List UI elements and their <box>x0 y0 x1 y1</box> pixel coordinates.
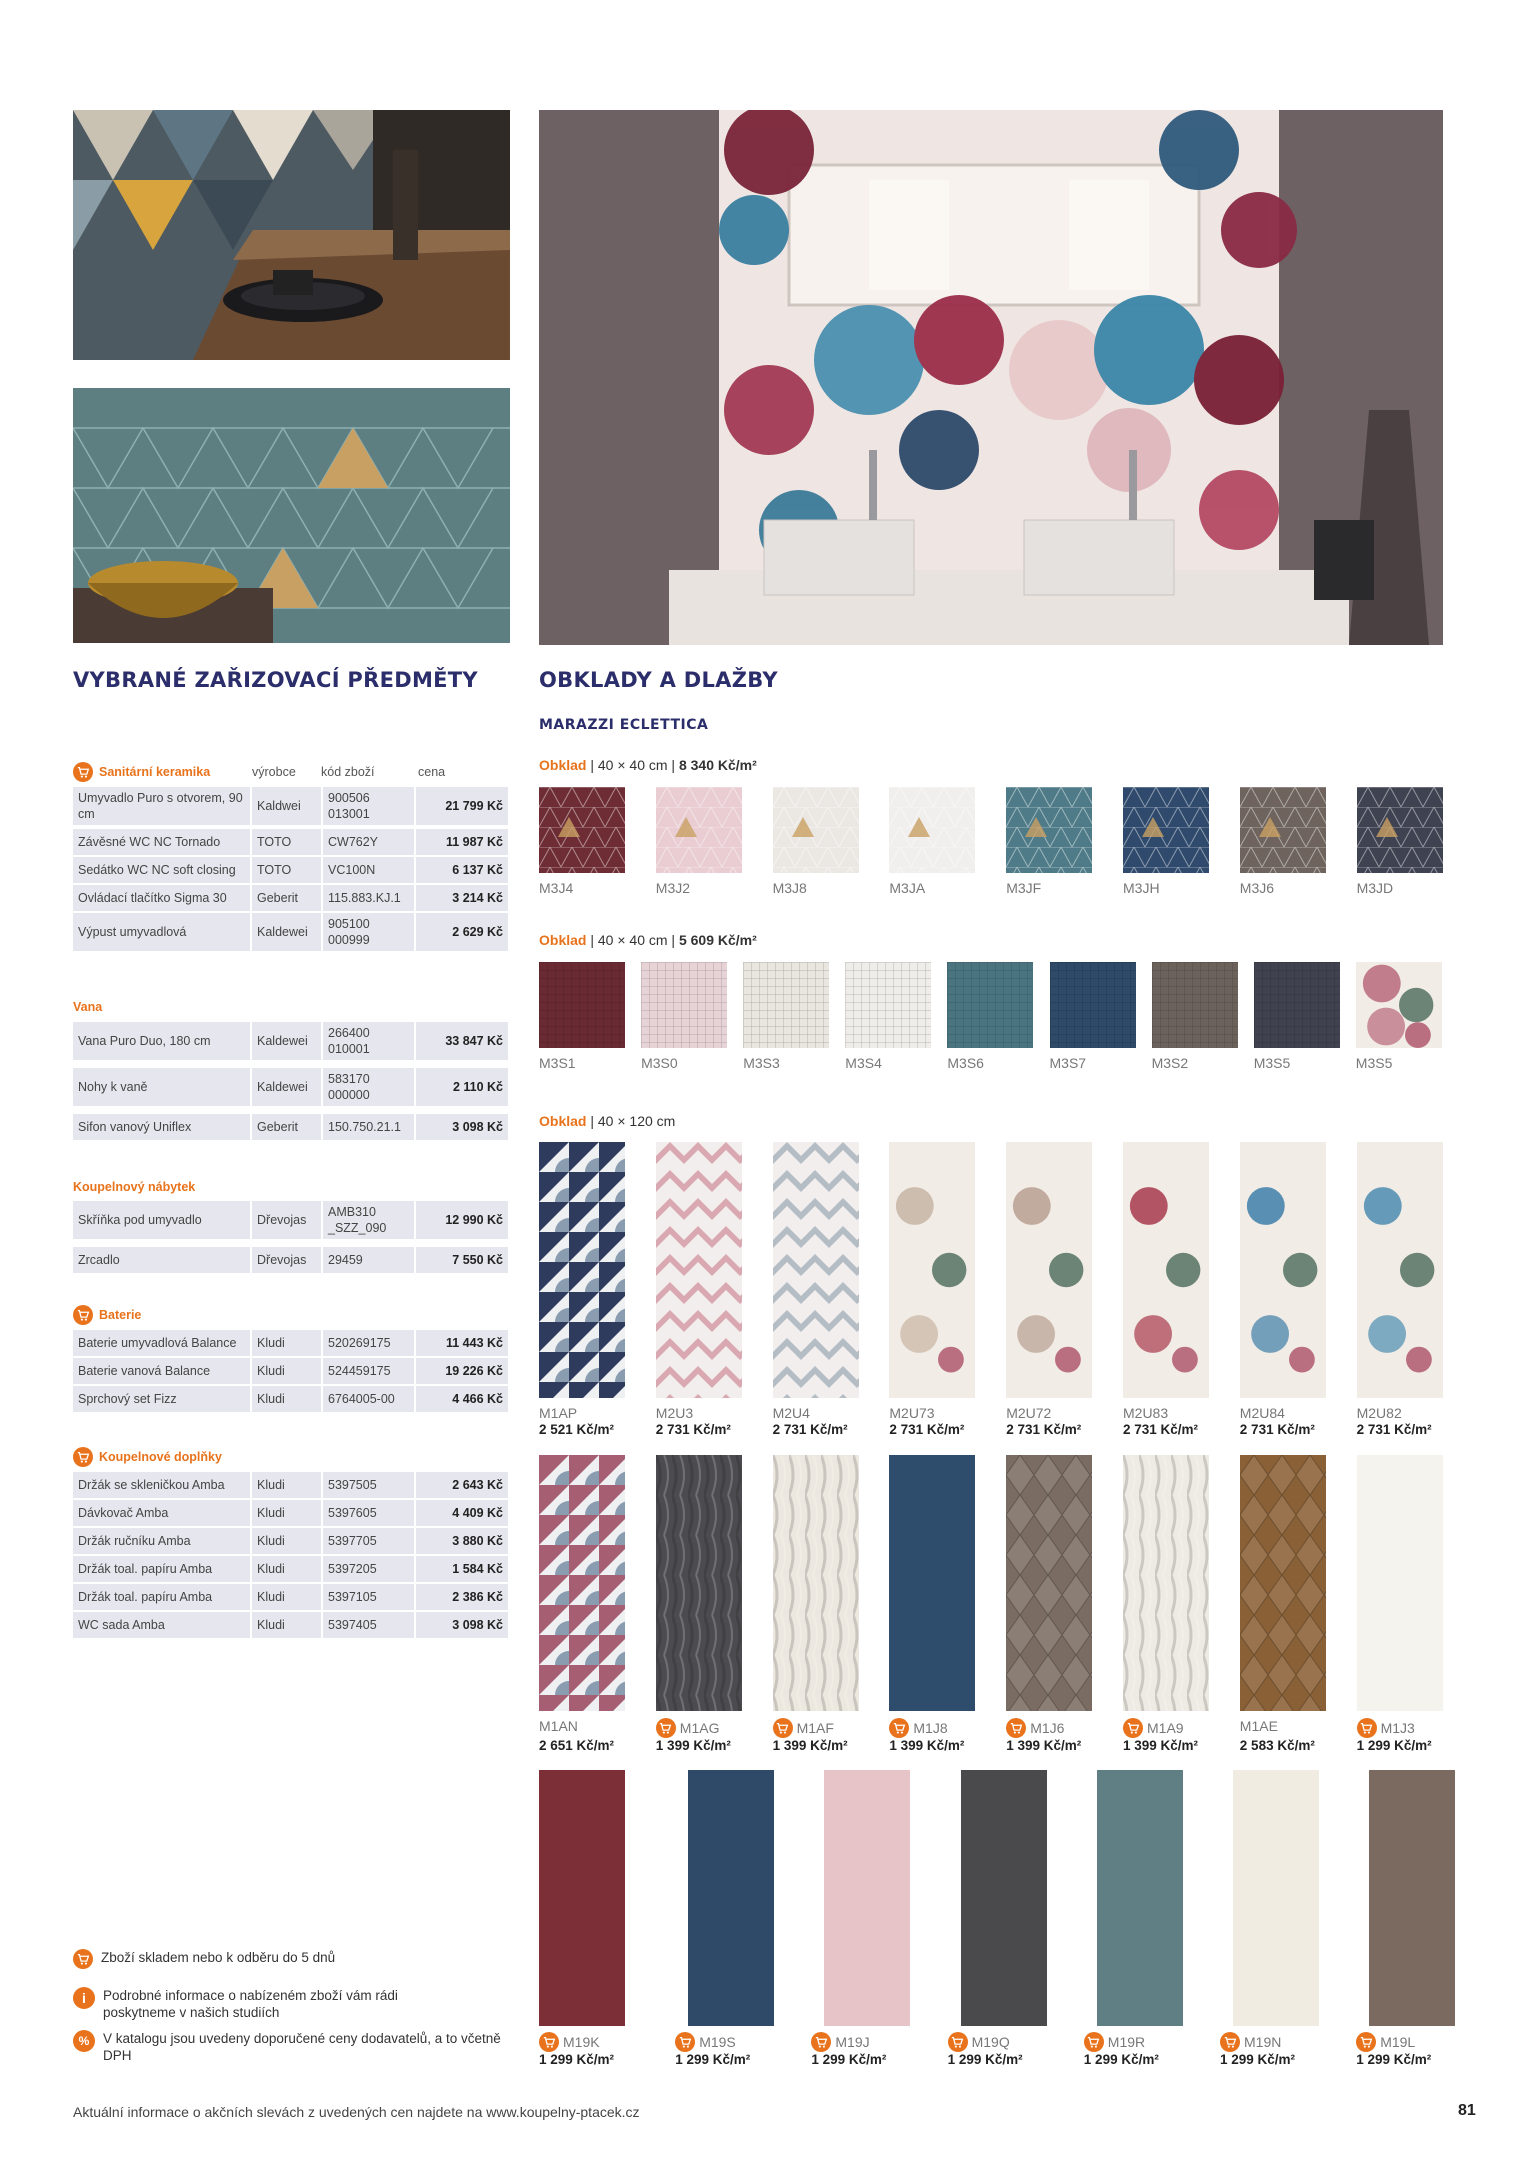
product-maker: Kaldewei <box>252 1022 321 1060</box>
tile-swatch[interactable] <box>1254 962 1340 1048</box>
product-price: 3 880 Kč <box>416 1528 508 1554</box>
product-price: 2 629 Kč <box>416 913 508 951</box>
section-title-fixtures: VYBRANÉ ZAŘIZOVACÍ PŘEDMĚTY <box>73 668 478 692</box>
table-row <box>73 1247 510 1273</box>
cart-icon <box>73 1949 93 1969</box>
tile-code: M2U4 <box>772 1405 810 1421</box>
product-price: 19 226 Kč <box>416 1358 508 1384</box>
product-maker: TOTO <box>252 857 321 883</box>
tile-swatch[interactable] <box>1369 1770 1455 2026</box>
tile-price: 2 731 Kč/m² <box>1123 1422 1199 1437</box>
table-row <box>73 1022 510 1060</box>
product-name: Dávkovač Amba <box>73 1500 250 1526</box>
tile-swatch[interactable] <box>539 787 625 873</box>
tile-swatch[interactable] <box>1357 1455 1443 1711</box>
tile-code: M2U82 <box>1356 1405 1402 1421</box>
tile-swatch[interactable] <box>947 962 1033 1048</box>
product-price: 21 799 Kč <box>416 787 508 825</box>
product-code: 524459175 <box>323 1358 414 1384</box>
product-code: 5397105 <box>323 1584 414 1610</box>
product-name: Držák toal. papíru Amba <box>73 1556 250 1582</box>
tile-code: M2U72 <box>1006 1405 1052 1421</box>
tile-swatch[interactable] <box>641 962 727 1048</box>
tile-swatch[interactable] <box>1357 1142 1443 1398</box>
tile-swatch[interactable] <box>656 787 742 873</box>
product-price: 12 990 Kč <box>416 1201 508 1239</box>
tile-swatch[interactable] <box>539 1455 625 1711</box>
photo-triangle-tiles-bowl <box>73 388 510 643</box>
tile-code: M2U83 <box>1123 1405 1169 1421</box>
tile-price: 2 731 Kč/m² <box>1239 1422 1315 1437</box>
tile-code: M3J2 <box>655 880 691 896</box>
tile-swatch[interactable] <box>889 1455 975 1711</box>
tile-code: M1J8 <box>889 1718 947 1738</box>
cart-icon <box>539 2032 559 2052</box>
product-code: CW762Y <box>323 829 414 855</box>
tile-code: M1J6 <box>1006 1718 1064 1738</box>
product-name: WC sada Amba <box>73 1612 250 1638</box>
cart-icon <box>1356 2032 1376 2052</box>
table-row <box>73 1584 510 1610</box>
table-row <box>73 1358 510 1384</box>
tile-code: M3JH <box>1123 880 1160 896</box>
product-maker: Geberit <box>252 885 321 911</box>
tile-swatch[interactable] <box>1356 962 1442 1048</box>
tile-price: 2 651 Kč/m² <box>539 1738 615 1753</box>
photo-floral-bathroom <box>539 110 1443 645</box>
tile-swatch[interactable] <box>656 1142 742 1398</box>
tile-swatch[interactable] <box>1123 787 1209 873</box>
tile-swatch[interactable] <box>1240 1455 1326 1711</box>
tile-code: M19N <box>1220 2032 1281 2052</box>
page-number: 81 <box>1458 2102 1476 2119</box>
tile-swatch[interactable] <box>539 1770 625 2026</box>
tile-price: 1 299 Kč/m² <box>675 2052 751 2067</box>
tile-code: M2U3 <box>655 1405 694 1421</box>
product-price: 2 110 Kč <box>416 1068 508 1106</box>
tile-swatch[interactable] <box>1240 787 1326 873</box>
tile-price: 1 299 Kč/m² <box>1220 2052 1296 2067</box>
product-code: 150.750.21.1 <box>323 1114 414 1140</box>
photo-geometric-tiles-shelf <box>73 110 510 360</box>
tile-group-label: Obklad | 40 × 40 cm | 8 340 Kč/m² <box>539 757 757 773</box>
product-code: 583170 000000 <box>323 1068 414 1106</box>
tile-code: M2U84 <box>1239 1405 1285 1421</box>
tile-price: 1 299 Kč/m² <box>1356 2052 1432 2067</box>
product-code: 905100 000999 <box>323 913 414 951</box>
product-code: 520269175 <box>323 1330 414 1356</box>
tile-price: 1 299 Kč/m² <box>539 2052 615 2067</box>
product-maker: Dřevojas <box>252 1247 321 1273</box>
tile-price: 1 399 Kč/m² <box>1006 1738 1082 1753</box>
product-name: Baterie vanová Balance <box>73 1358 250 1384</box>
tile-code: M3S6 <box>947 1055 984 1071</box>
tile-swatch[interactable] <box>656 1455 742 1711</box>
tile-price: 1 299 Kč/m² <box>947 2052 1023 2067</box>
product-price: 4 409 Kč <box>416 1500 508 1526</box>
table-row <box>73 1201 510 1239</box>
product-code: 5397705 <box>323 1528 414 1554</box>
product-maker: Geberit <box>252 1114 321 1140</box>
product-maker: Kludi <box>252 1556 321 1582</box>
tile-swatch[interactable] <box>889 1142 975 1398</box>
tile-code: M19S <box>675 2032 736 2052</box>
cart-icon <box>1084 2032 1104 2052</box>
tile-code: M3J8 <box>772 880 807 896</box>
product-code: 6764005-00 <box>323 1386 414 1412</box>
product-name: Držák ručníku Amba <box>73 1528 250 1554</box>
tile-code: M1AP <box>539 1405 578 1421</box>
category-name: Koupelnový nábytek <box>73 1180 196 1194</box>
product-code: 5397505 <box>323 1472 414 1498</box>
product-maker: Kludi <box>252 1330 321 1356</box>
tile-price: 1 299 Kč/m² <box>1083 2052 1159 2067</box>
product-maker: Kludi <box>252 1584 321 1610</box>
product-name: Baterie umyvadlová Balance <box>73 1330 250 1356</box>
tile-swatch[interactable] <box>961 1770 1047 2026</box>
tile-price: 1 399 Kč/m² <box>772 1738 848 1753</box>
col-header-price: cena <box>418 765 446 779</box>
cart-icon <box>889 1718 909 1738</box>
tile-swatch[interactable] <box>845 962 931 1048</box>
cart-icon <box>73 762 93 782</box>
table-row <box>73 829 510 855</box>
product-code: 5397605 <box>323 1500 414 1526</box>
table-row <box>73 1472 510 1498</box>
tile-swatch[interactable] <box>539 962 625 1048</box>
tile-price: 2 731 Kč/m² <box>1006 1422 1082 1437</box>
tile-price: 2 583 Kč/m² <box>1239 1738 1315 1753</box>
tile-code: M1AG <box>656 1718 720 1738</box>
tile-swatch[interactable] <box>773 1455 859 1711</box>
product-maker: Kaldewei <box>252 913 321 951</box>
product-price: 3 098 Kč <box>416 1612 508 1638</box>
table-row <box>73 1500 510 1526</box>
tile-code: M3S1 <box>539 1055 576 1071</box>
legend-price <box>73 2030 503 2064</box>
cart-icon <box>1357 1718 1377 1738</box>
tile-swatch[interactable] <box>1050 962 1136 1048</box>
tile-code: M3JA <box>889 880 926 896</box>
category-header <box>73 1303 510 1327</box>
tile-swatch[interactable] <box>1006 1455 1092 1711</box>
product-price: 2 386 Kč <box>416 1584 508 1610</box>
col-header-maker: výrobce <box>252 765 296 779</box>
tile-swatch[interactable] <box>688 1770 774 2026</box>
product-maker: Kludi <box>252 1528 321 1554</box>
product-price: 7 550 Kč <box>416 1247 508 1273</box>
tile-code: M3S7 <box>1049 1055 1087 1071</box>
tile-code: M3S3 <box>743 1055 780 1071</box>
tile-code: M19J <box>811 2032 869 2052</box>
info-icon: i <box>73 1987 95 2009</box>
tile-price: 1 299 Kč/m² <box>811 2052 887 2067</box>
tile-price: 2 731 Kč/m² <box>655 1422 731 1437</box>
tile-swatch[interactable] <box>1233 1770 1319 2026</box>
product-name: Sprchový set Fizz <box>73 1386 250 1412</box>
table-row <box>73 1114 510 1140</box>
table-row <box>73 857 510 883</box>
tile-price: 2 521 Kč/m² <box>539 1422 615 1437</box>
table-row <box>73 1386 510 1412</box>
tile-code: M3J6 <box>1239 880 1275 896</box>
product-price: 1 584 Kč <box>416 1556 508 1582</box>
tile-swatch[interactable] <box>1357 787 1443 873</box>
cart-icon <box>1220 2032 1240 2052</box>
product-name: Sifon vanový Uniflex <box>73 1114 250 1140</box>
tile-swatch[interactable] <box>1006 1142 1092 1398</box>
tile-swatch[interactable] <box>743 962 829 1048</box>
product-maker: Kaldewei <box>252 1068 321 1106</box>
tile-price: 1 399 Kč/m² <box>1123 1738 1199 1753</box>
category-name: Vana <box>73 1000 103 1014</box>
cart-icon <box>1123 1718 1143 1738</box>
tile-code: M3JD <box>1356 880 1394 896</box>
tile-swatch[interactable] <box>1123 1455 1209 1711</box>
product-price: 2 643 Kč <box>416 1472 508 1498</box>
tile-price: 1 299 Kč/m² <box>1356 1738 1432 1753</box>
col-header-code: kód zboží <box>321 765 375 779</box>
product-name: Výpust umyvadlová <box>73 913 250 951</box>
legend-info <box>73 1987 503 2021</box>
legend-info-text: Podrobné informace o nabízeném zboží vám rádi poskytneme v našich studiích <box>103 1988 398 2020</box>
tile-code: M2U73 <box>889 1405 935 1421</box>
product-name: Nohy k vaně <box>73 1068 250 1106</box>
cart-icon <box>73 1447 93 1467</box>
section-title-tiles: OBKLADY A DLAŽBY <box>539 668 778 692</box>
category-name: Baterie <box>73 1305 252 1325</box>
cart-icon <box>811 2032 831 2052</box>
tile-code: M1A9 <box>1123 1718 1184 1738</box>
tile-swatch[interactable] <box>824 1770 910 2026</box>
table-row <box>73 1330 510 1356</box>
tile-code: M19K <box>539 2032 600 2052</box>
category-header <box>73 995 510 1019</box>
tile-code: M3J4 <box>539 880 574 896</box>
tile-code: M3S2 <box>1151 1055 1189 1071</box>
product-name: Vana Puro Duo, 180 cm <box>73 1022 250 1060</box>
collection-name: MARAZZI ECLETTICA <box>539 717 709 733</box>
table-row <box>73 787 510 825</box>
product-code: 900506 013001 <box>323 787 414 825</box>
table-row <box>73 1068 510 1106</box>
footer-text: Aktuální informace o akčních slevách z uvedených cen najdete na www.koupelny-ptacek.cz <box>73 2104 640 2120</box>
tile-swatch[interactable] <box>539 1142 625 1398</box>
tile-group-label: Obklad | 40 × 40 cm | 5 609 Kč/m² <box>539 932 757 948</box>
tile-code: M1AN <box>539 1718 578 1734</box>
tile-code: M3S5 <box>1355 1055 1393 1071</box>
tile-code: M3S0 <box>641 1055 678 1071</box>
tile-code: M3JF <box>1006 880 1042 896</box>
product-maker: Kludi <box>252 1386 321 1412</box>
tile-price: 1 399 Kč/m² <box>889 1738 965 1753</box>
tile-swatch[interactable] <box>773 787 859 873</box>
cart-icon <box>1006 1718 1026 1738</box>
product-name: Držák se skleničkou Amba <box>73 1472 250 1498</box>
table-row <box>73 885 510 911</box>
product-price: 11 987 Kč <box>416 829 508 855</box>
product-price: 4 466 Kč <box>416 1386 508 1412</box>
table-row <box>73 1612 510 1638</box>
cart-icon <box>73 1305 93 1325</box>
table-row <box>73 1556 510 1582</box>
tile-code: M1AE <box>1239 1718 1278 1734</box>
tile-swatch[interactable] <box>1240 1142 1326 1398</box>
cart-icon <box>948 2032 968 2052</box>
category-header <box>73 1445 510 1469</box>
product-name: Sedátko WC NC soft closing <box>73 857 250 883</box>
product-code: AMB310 _SZZ_090 <box>323 1201 414 1239</box>
tile-swatch[interactable] <box>1152 962 1238 1048</box>
product-price: 3 098 Kč <box>416 1114 508 1140</box>
product-maker: Kludi <box>252 1612 321 1638</box>
product-maker: Kludi <box>252 1358 321 1384</box>
tile-swatch[interactable] <box>889 787 975 873</box>
product-code: 5397405 <box>323 1612 414 1638</box>
cart-icon <box>675 2032 695 2052</box>
tile-swatch[interactable] <box>773 1142 859 1398</box>
tile-code: M19L <box>1356 2032 1415 2052</box>
tile-group-label: Obklad | 40 × 120 cm <box>539 1113 676 1129</box>
product-maker: TOTO <box>252 829 321 855</box>
tile-code: M19Q <box>948 2032 1010 2052</box>
product-name: Umyvadlo Puro s otvorem, 90 cm <box>73 787 250 825</box>
product-code: 115.883.KJ.1 <box>323 885 414 911</box>
tile-swatch[interactable] <box>1097 1770 1183 2026</box>
tile-price: 1 399 Kč/m² <box>655 1738 731 1753</box>
percent-icon: % <box>73 2030 95 2052</box>
cart-icon <box>773 1718 793 1738</box>
product-code: 29459 <box>323 1247 414 1273</box>
product-price: 33 847 Kč <box>416 1022 508 1060</box>
tile-code: M3S4 <box>845 1055 882 1071</box>
product-price: 6 137 Kč <box>416 857 508 883</box>
product-name: Držák toal. papíru Amba <box>73 1584 250 1610</box>
legend-price-text: V katalogu jsou uvedeny doporučené ceny dodavatelů, a to včetně DPH <box>103 2031 501 2063</box>
product-name: Závěsné WC NC Tornado <box>73 829 250 855</box>
product-name: Ovládací tlačítko Sigma 30 <box>73 885 250 911</box>
product-maker: Kaldwei <box>252 787 321 825</box>
category-header <box>73 760 510 784</box>
category-name: Koupelnové doplňky <box>73 1447 252 1467</box>
product-maker: Dřevojas <box>252 1201 321 1239</box>
product-maker: Kludi <box>252 1500 321 1526</box>
table-row <box>73 913 510 951</box>
tile-code: M19R <box>1084 2032 1145 2052</box>
table-row <box>73 1528 510 1554</box>
product-code: 5397205 <box>323 1556 414 1582</box>
product-code: VC100N <box>323 857 414 883</box>
legend-stock <box>73 1949 503 1969</box>
product-name: Skříňka pod umyvadlo <box>73 1201 250 1239</box>
tile-code: M1J3 <box>1357 1718 1415 1738</box>
tile-price: 2 731 Kč/m² <box>889 1422 965 1437</box>
tile-code: M3S5 <box>1253 1055 1291 1071</box>
product-maker: Kludi <box>252 1472 321 1498</box>
cart-icon <box>656 1718 676 1738</box>
category-header <box>73 1175 510 1199</box>
tile-price: 2 731 Kč/m² <box>772 1422 848 1437</box>
tile-swatch[interactable] <box>1123 1142 1209 1398</box>
product-price: 11 443 Kč <box>416 1330 508 1356</box>
product-price: 3 214 Kč <box>416 885 508 911</box>
product-name: Zrcadlo <box>73 1247 250 1273</box>
tile-swatch[interactable] <box>1006 787 1092 873</box>
tile-price: 2 731 Kč/m² <box>1356 1422 1432 1437</box>
tile-code: M1AF <box>773 1718 834 1738</box>
legend-stock-text: Zboží skladem nebo k odběru do 5 dnů <box>101 1950 336 1965</box>
category-name: Sanitární keramika <box>73 762 252 782</box>
product-code: 266400 010001 <box>323 1022 414 1060</box>
